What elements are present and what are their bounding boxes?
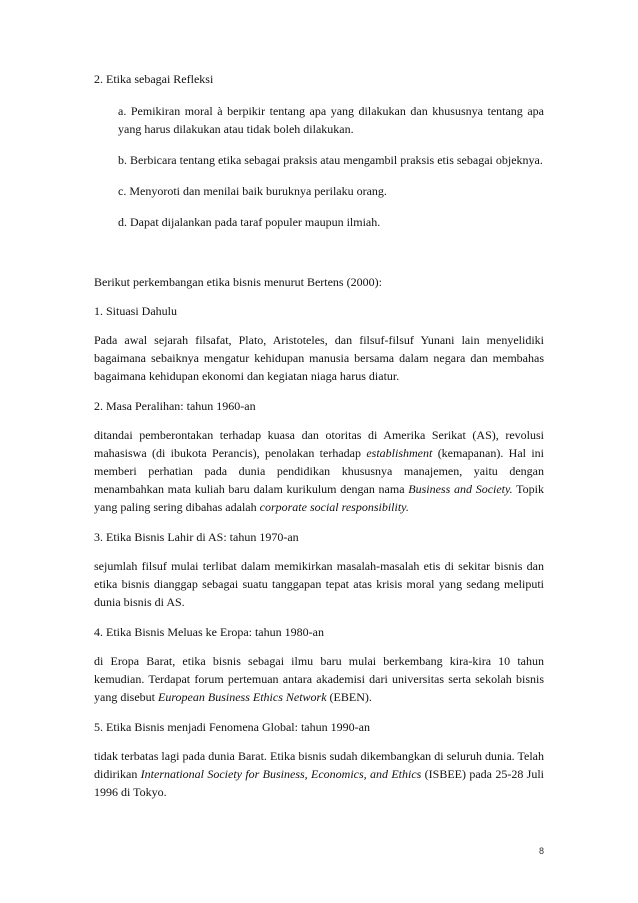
period-3-body: sejumlah filsuf mulai terlibat dalam memikirkan masalah-masalah etis di sekitar bisnis dan etika bisnis dianggap sebagai suatu tanggapan tepat atas krisis moral yang sedang meliputi dunia bisnis di AS.	[94, 559, 544, 609]
period-5-text-b: (ISBEE) pada 25-28 Juli 1996 di Tokyo.	[94, 767, 545, 799]
period-4-body	[94, 652, 544, 706]
period-2-em-c: corporate social responsibility.	[259, 500, 409, 514]
list-item-a: a. Pemikiran moral à berpikir tentang apa yang dilakukan dan khususnya tentang apa yang harus dilakukan atau tidak boleh dilakukan.	[118, 104, 544, 136]
list-item-b: b. Berbicara tentang etika sebagai praksis atau mengambil praksis etis sebagai objeknya.	[118, 153, 543, 167]
period-2-text-c: Topik yang paling sering dibahas adalah	[94, 482, 545, 514]
period-4-text-a: di Eropa Barat, etika bisnis sebagai ilmu baru mulai berkembang kira-kira 10 tahun kemudian. Terdapat forum pertemuan antara akademisi dari universitas serta sekolah bisnis yang disebut	[94, 654, 544, 704]
period-2-heading: 2. Masa Peralihan: tahun 1960-an	[94, 399, 256, 413]
page-number: 8	[538, 846, 544, 856]
period-3-heading: 3. Etika Bisnis Lahir di AS: tahun 1970-an	[94, 530, 299, 544]
period-5-heading: 5. Etika Bisnis menjadi Fenomena Global: tahun 1990-an	[94, 720, 370, 734]
period-5-text-a: tidak terbatas lagi pada dunia Barat. Etika bisnis sudah dikembangkan di seluruh dunia. Telah didirikan	[94, 749, 544, 781]
period-2-text-a: ditandai pemberontakan terhadap kuasa dan otoritas di Amerika Serikat (AS), revolusi mahasiswa (di ibukota Perancis), penolakan terhadap	[94, 428, 544, 460]
period-2-text-b: (kemapanan). Hal ini memberi perhatian pada dunia pendidikan khususnya manajemen, yaitu dengan menambahkan mata kuliah baru dalam kurikulum dengan nama	[94, 446, 545, 496]
period-5-body	[94, 747, 544, 801]
period-1-body: Pada awal sejarah filsafat, Plato, Aristoteles, dan filsuf-filsuf Yunani lain menyelidiki bagaimana sebaiknya mengatur kehidupan manusia bersama dalam negara dan membahas bagaimana kehidupan ekonomi dan kegiatan niaga harus diatur.	[94, 333, 544, 383]
period-4-heading: 4. Etika Bisnis Meluas ke Eropa: tahun 1980-an	[94, 625, 324, 639]
period-2-em-a: establishment	[366, 446, 433, 460]
list-item-d: d. Dapat dijalankan pada taraf populer maupun ilmiah.	[118, 215, 381, 229]
section-heading: 2. Etika sebagai Refleksi	[94, 72, 214, 86]
period-2-body	[94, 426, 544, 516]
intro-paragraph: Berikut perkembangan etika bisnis menurut Bertens (2000):	[94, 275, 382, 289]
period-4-text-b: (EBEN).	[326, 690, 372, 704]
list-item-c: c. Menyoroti dan menilai baik buruknya perilaku orang.	[118, 184, 387, 198]
period-4-em-a: European Business Ethics Network	[158, 690, 327, 704]
period-2-em-b: Business and Society.	[408, 482, 513, 496]
period-1-heading: 1. Situasi Dahulu	[94, 304, 177, 318]
period-5-em-a: International Society for Business, Economics, and Ethics	[140, 767, 422, 781]
reflection-list	[118, 102, 544, 231]
